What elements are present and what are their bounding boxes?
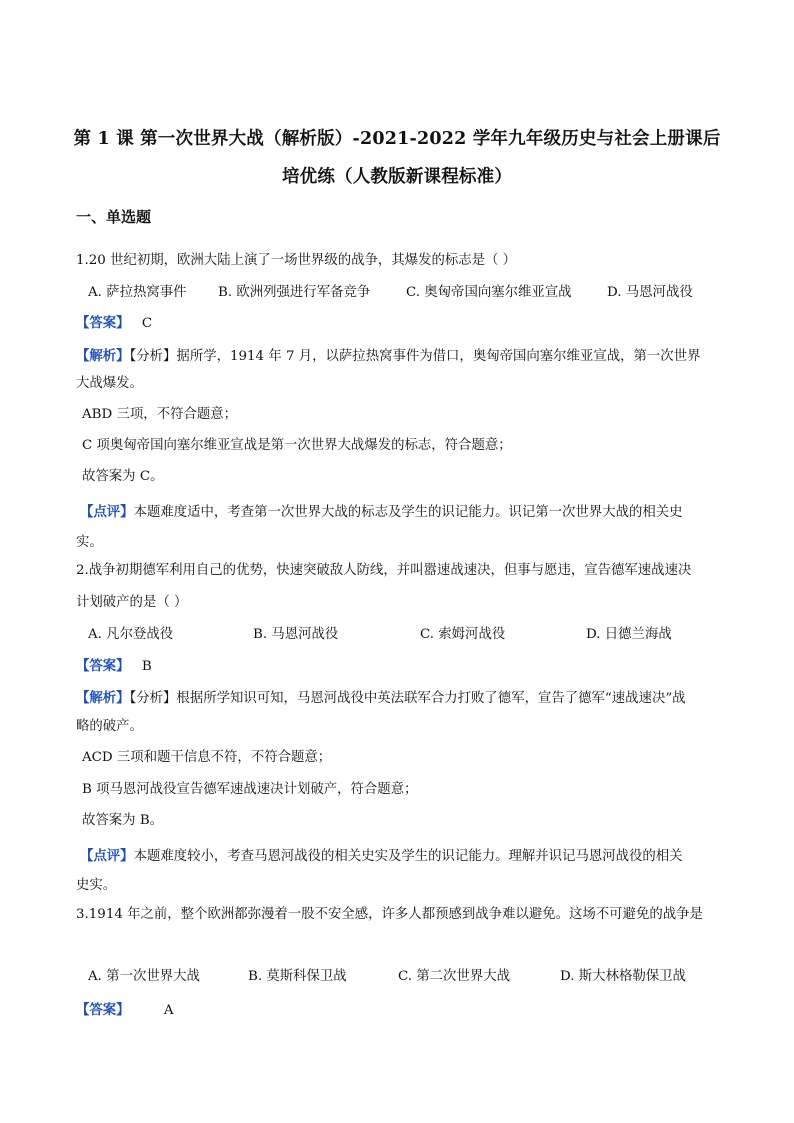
- question-3-answer: [76, 1000, 722, 1021]
- question-1-comment-line1: [80, 502, 726, 523]
- question-1-option-c: C. 奥匈帝国向塞尔维亚宣战: [406, 285, 572, 300]
- question-3-option-b: B. 莫斯科保卫战: [248, 969, 347, 984]
- question-2-conclusion: 故答案为 B。: [82, 813, 164, 828]
- answer-tag: 【答案】: [76, 315, 130, 331]
- answer-tag: 【答案】: [76, 658, 130, 674]
- analysis-text: 【分析】据所学，1914 年 7 月，以萨拉热窝事件为借口，奥匈帝国向塞尔维亚宣战，第一次世界: [129, 349, 701, 364]
- section-heading: 一、单选题: [76, 208, 152, 226]
- question-1-detail1: ABD 三项，不符合题意；: [82, 407, 238, 422]
- question-3-option-c: C. 第二次世界大战: [398, 969, 511, 984]
- question-1-stem: 1.20 世纪初期，欧洲大陆上演了一场世界级的战争，其爆发的标志是（ ）: [76, 253, 517, 268]
- question-1-conclusion: 故答案为 C。: [82, 469, 164, 484]
- question-3-option-a: A. 第一次世界大战: [88, 969, 200, 984]
- question-1-option-b: B. 欧洲列强进行军备竞争: [218, 285, 371, 300]
- answer-value: B: [141, 659, 152, 674]
- comment-text: 本题难度适中，考查第一次世界大战的标志及学生的识记能力。识记第一次世界大战的相关史: [133, 505, 683, 520]
- question-2-detail2: B 项马恩河战役宣告德军速战速决计划破产，符合题意；: [82, 782, 418, 797]
- question-3-option-d: D. 斯大林格勒保卫战: [560, 969, 686, 984]
- question-1-option-d: D. 马恩河战役: [607, 285, 693, 300]
- question-1-analysis-line1: [76, 346, 722, 367]
- analysis-tag: 【解析】: [76, 348, 130, 364]
- analysis-text: 【分析】根据所学知识可知，马恩河战役中英法联军合力打败了德军，宣告了德军“速战速决”战: [129, 691, 686, 706]
- answer-value: A: [163, 1003, 174, 1018]
- answer-value: C: [141, 316, 153, 331]
- analysis-tag: 【解析】: [76, 690, 130, 706]
- question-2-stem-line2: 计划破产的是（ ）: [76, 595, 188, 610]
- question-2-analysis-line2: 略的破产。: [76, 719, 143, 734]
- question-2-option-c: C. 索姆河战役: [420, 627, 506, 642]
- question-1-analysis-line2: 大战爆发。: [76, 376, 143, 391]
- question-1-option-a: A. 萨拉热窝事件: [88, 285, 187, 300]
- question-1-comment-line2: 实。: [76, 535, 103, 550]
- comment-tag: 【点评】: [80, 504, 134, 520]
- question-1-detail2: C 项奥匈帝国向塞尔维亚宣战是第一次世界大战爆发的标志，符合题意；: [82, 438, 512, 453]
- question-2-comment-line1: [80, 846, 726, 867]
- question-2-stem-line1: 2.战争初期德军利用自己的优势，快速突破敌人防线，并叫嚣速战速决，但事与愿违，宣告德军速战速决: [76, 563, 692, 578]
- answer-tag: 【答案】: [76, 1002, 130, 1018]
- document-title-line2: 培优练（人教版新课程标准）: [281, 167, 513, 187]
- comment-text: 本题难度较小，考查马恩河战役的相关史实及学生的识记能力。理解并识记马恩河战役的相关: [133, 849, 683, 864]
- question-2-answer: [76, 656, 722, 677]
- question-2-option-d: D. 日德兰海战: [586, 627, 672, 642]
- comment-tag: 【点评】: [80, 848, 134, 864]
- question-2-detail1: ACD 三项和题干信息不符，不符合题意；: [82, 750, 332, 765]
- question-2-comment-line2: 史实。: [76, 878, 117, 893]
- question-2-analysis-line1: [76, 688, 722, 709]
- question-2-option-b: B. 马恩河战役: [253, 627, 339, 642]
- question-3-stem: 3.1914 年之前，整个欧洲都弥漫着一股不安全感，许多人都预感到战争难以避免。这场不可避免的战争是: [76, 907, 703, 922]
- document-title-line1: 第 1 课 第一次世界大战（解析版）-2021-2022 学年九年级历史与社会上册课后: [73, 129, 721, 149]
- question-2-option-a: A. 凡尔登战役: [88, 627, 174, 642]
- question-1-answer: [76, 313, 722, 334]
